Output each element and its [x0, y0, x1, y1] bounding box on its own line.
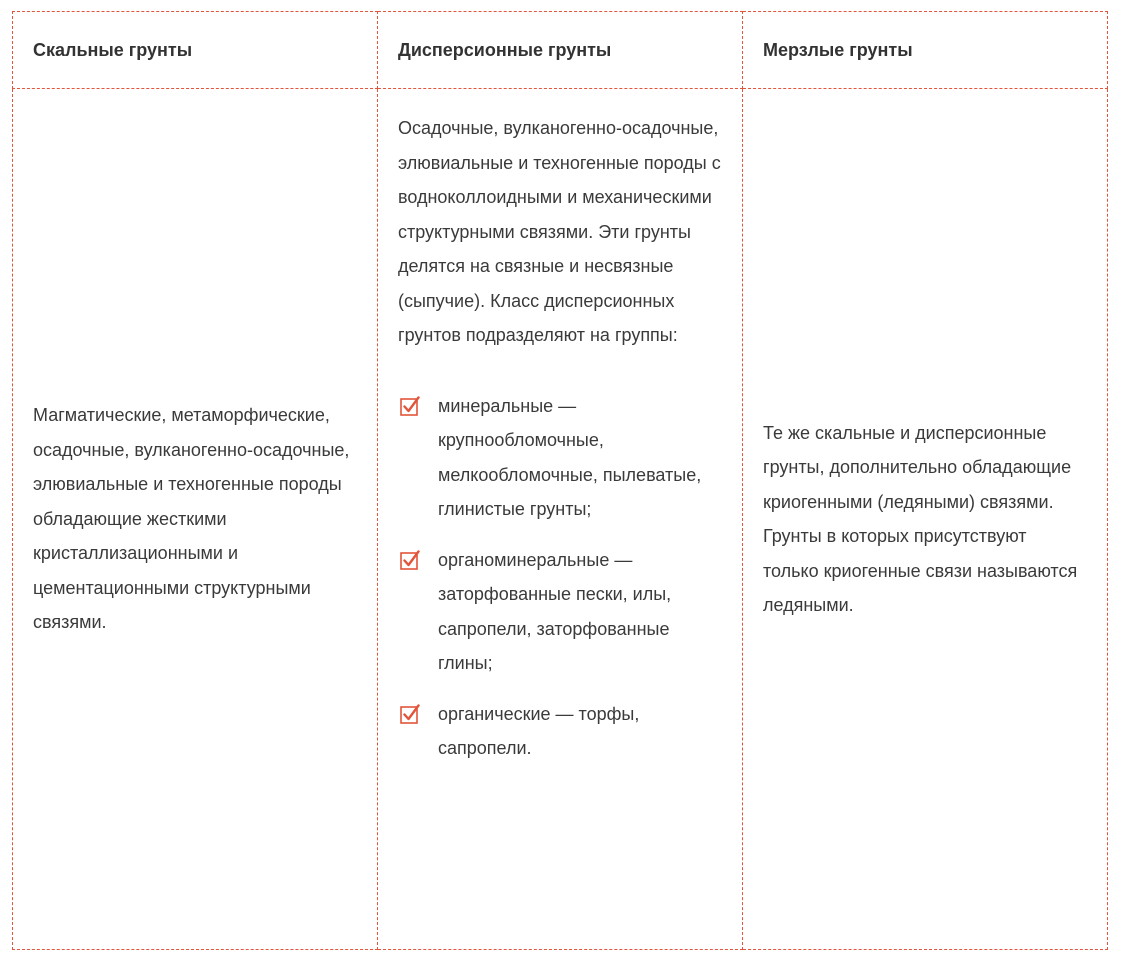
cell-rock-soils [13, 89, 378, 950]
header-frozen-soils: Мерзлые грунты [743, 12, 1108, 89]
list-item [398, 389, 722, 527]
frozen-soils-description: Те же скальные и дисперсионные грунты, дополнительно обладающие криогенными (ледяными) связями. Грунты в которых присутствуют только криогенные связи называются ледяными. [763, 422, 1078, 615]
checkbox-checked-icon [400, 550, 420, 570]
list-item [398, 543, 722, 681]
group-mineral: минеральные — крупнообломочные, мелкообломочные, пылеватые, глинистые грунты; [438, 395, 702, 519]
dispersed-soils-description: Осадочные, вулканогенно-осадочные, элювиальные и техногенные породы с водноколлоидными и механическими структурными связями. Эти грунты делятся на связные и несвязные (сыпучие). Класс дисперсионных грунтов подразделяют на группы: [398, 118, 721, 345]
list-item [398, 697, 722, 766]
rock-soils-description: Магматические, метаморфические, осадочные, вулканогенно-осадочные, элювиальные и техногенные породы обладающие жесткими кристаллизационными и цементационными структурными связями. [33, 405, 350, 633]
cell-dispersed-soils [378, 89, 743, 950]
dispersed-groups-list [398, 389, 722, 766]
header-rock-soils: Скальные грунты [13, 12, 378, 89]
group-organomineral: органоминеральные — заторфованные пески, илы, сапропели, заторфованные глины; [438, 549, 672, 673]
cell-frozen-soils [743, 89, 1108, 950]
soil-types-table [12, 11, 1108, 950]
group-organic: органические — торфы, сапропели. [438, 703, 640, 758]
checkbox-checked-icon [400, 704, 420, 724]
header-dispersed-soils: Дисперсионные грунты [378, 12, 743, 89]
table-header-row [13, 12, 1108, 89]
checkbox-checked-icon [400, 396, 420, 416]
table-row [13, 89, 1108, 950]
